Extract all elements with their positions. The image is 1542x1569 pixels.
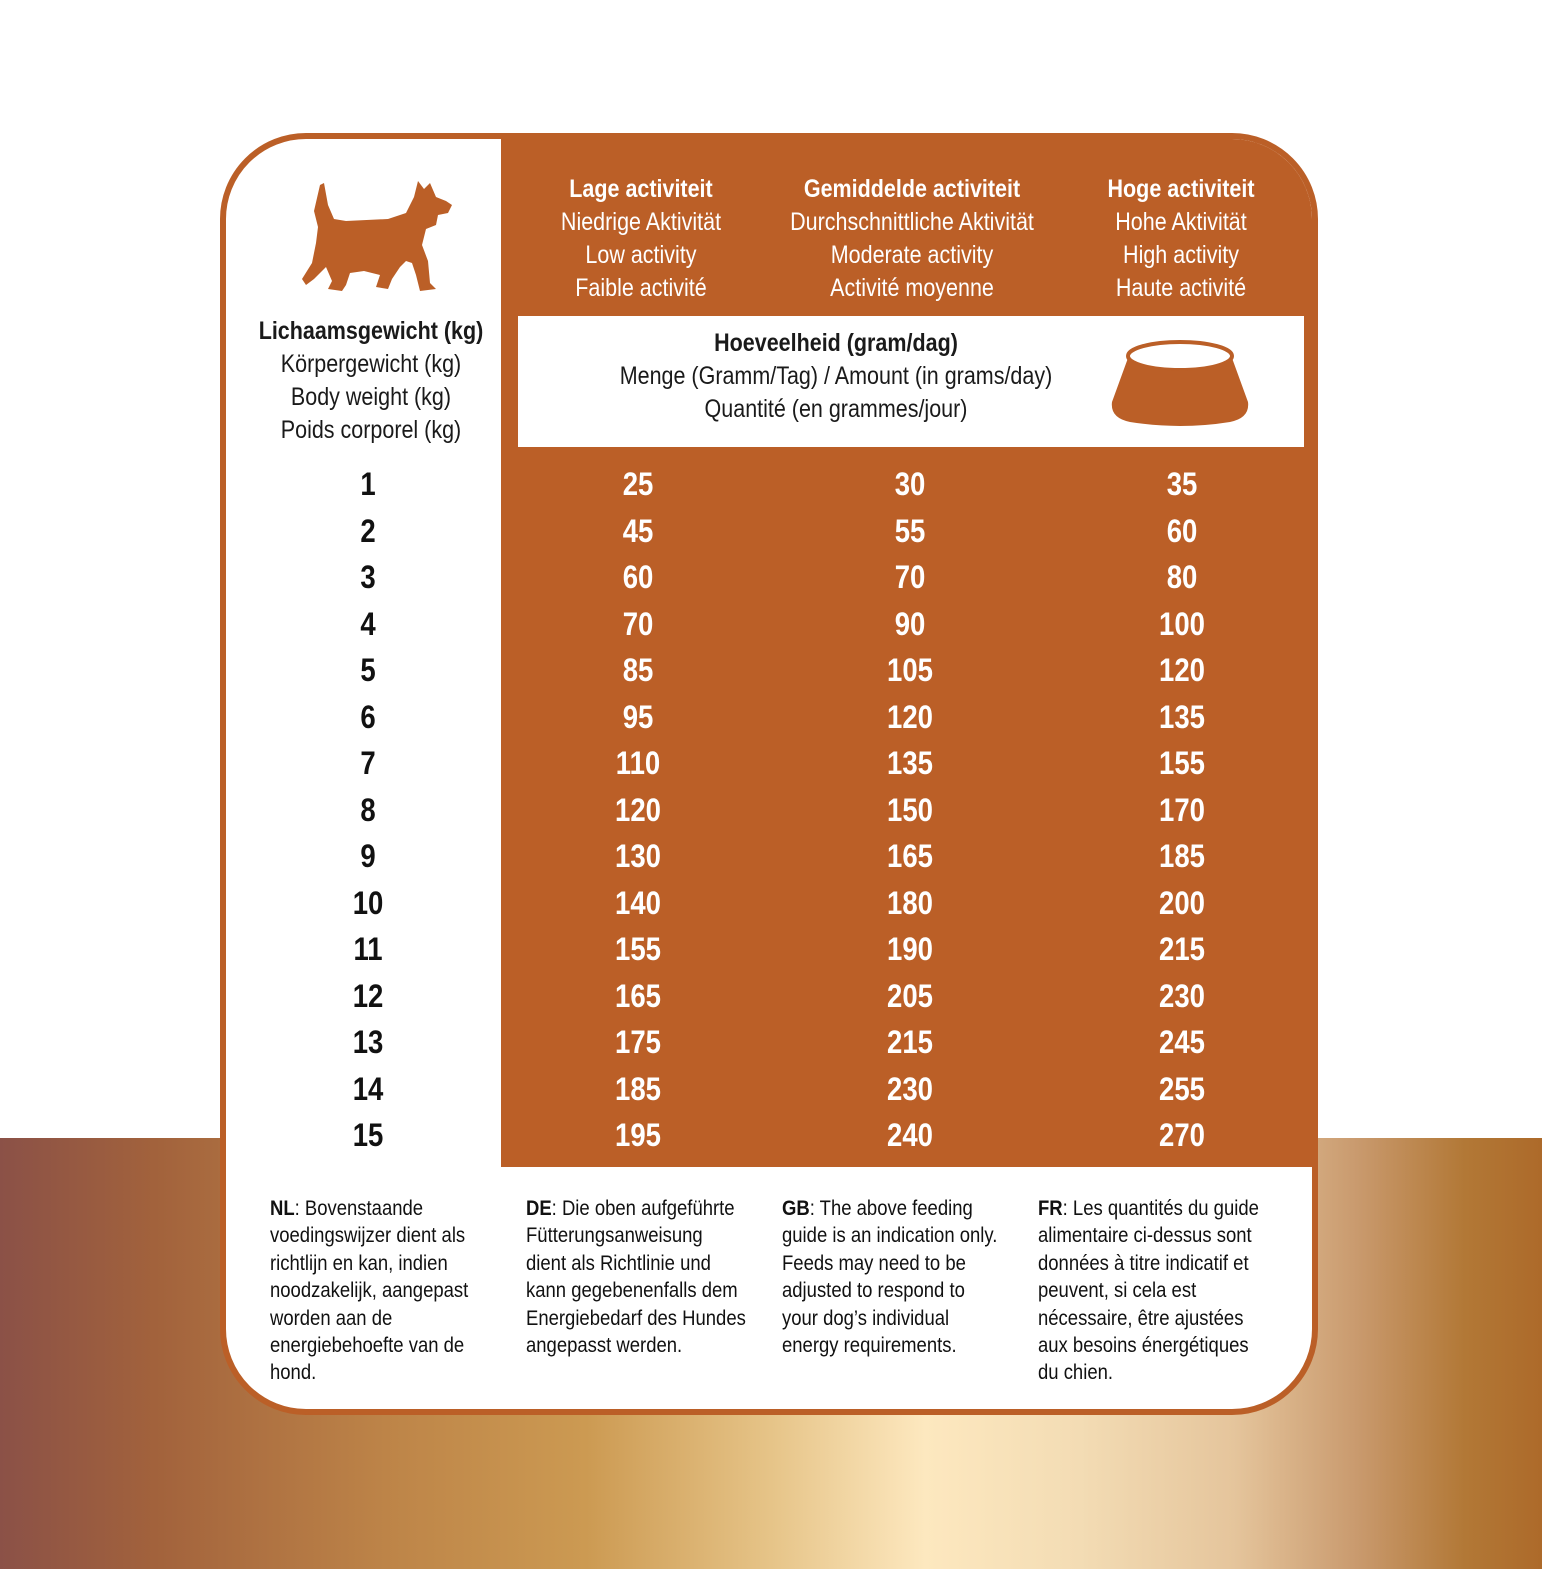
table-row	[226, 1112, 1318, 1159]
high-activity-cell: 80	[1166, 559, 1198, 595]
moderate-activity-cell: 190	[887, 931, 933, 967]
note-gb	[782, 1195, 1011, 1359]
high-activity-cell: 60	[1166, 512, 1198, 549]
table-row	[226, 787, 1318, 834]
amount-header-fr: Quantité (en grammes/jour)	[704, 395, 968, 423]
note-line: noodzakelijk, aangepast	[270, 1279, 469, 1303]
note-language-code: GB	[782, 1197, 810, 1220]
note-line: voedingswijzer dient als	[270, 1224, 466, 1248]
note-language-code: FR	[1038, 1197, 1063, 1220]
weight-cell: 5	[360, 652, 376, 688]
high-activity-cell: 255	[1159, 1070, 1205, 1107]
high-activity-cell: 200	[1159, 884, 1205, 921]
note-line: Die oben aufgeführte	[561, 1197, 735, 1220]
low-activity-cell: 60	[622, 559, 654, 595]
column-header-low	[542, 173, 740, 305]
weight-cell: 15	[352, 1117, 384, 1153]
note-line: energy requirements.	[782, 1334, 957, 1358]
low-activity-cell: 140	[615, 884, 661, 921]
weight-cell: 2	[360, 512, 376, 549]
high-activity-cell: 170	[1159, 791, 1205, 828]
low-activity-cell: 185	[615, 1070, 661, 1107]
moderate-activity-cell: 150	[887, 791, 933, 828]
table-row	[226, 1066, 1318, 1113]
note-nl	[270, 1195, 499, 1387]
moderate-activity-cell: 135	[887, 745, 933, 781]
weight-cell: 12	[352, 977, 384, 1014]
moderate-activity-cell: 205	[887, 977, 933, 1014]
moderate-activity-cell: 120	[887, 698, 933, 735]
weight-cell: 3	[360, 559, 376, 595]
weight-cell: 4	[360, 605, 376, 642]
weight-cell: 10	[352, 884, 384, 921]
note-de	[526, 1195, 755, 1359]
column-title-low: Lage activiteit	[569, 175, 713, 203]
column-fr-moderate: Activité moyenne	[830, 274, 994, 302]
note-line: worden aan de	[270, 1306, 393, 1330]
low-activity-cell: 120	[615, 791, 661, 828]
low-activity-cell: 175	[615, 1024, 661, 1060]
note-line: Fütterungsanweisung	[526, 1224, 703, 1248]
moderate-activity-cell: 180	[887, 884, 933, 921]
table-row	[226, 833, 1318, 880]
low-activity-cell: 130	[615, 838, 661, 874]
weight-cell: 6	[360, 698, 376, 735]
high-activity-cell: 185	[1159, 838, 1205, 874]
weight-header-de: Körpergewicht (kg)	[280, 350, 462, 378]
note-colon: :	[809, 1197, 820, 1220]
column-header-high	[1082, 173, 1280, 305]
note-line: kann gegebenenfalls dem	[526, 1279, 738, 1303]
feeding-table-rows	[226, 461, 1318, 1159]
column-en-low: Low activity	[585, 241, 697, 269]
amount-header-nl: Hoeveelheid (gram/dag)	[714, 329, 958, 357]
moderate-activity-cell: 240	[887, 1117, 933, 1153]
note-line: Les quantités du guide	[1072, 1197, 1259, 1220]
column-de-low: Niedrige Aktivität	[560, 208, 722, 236]
note-line: données à titre indicatif et	[1038, 1251, 1249, 1275]
low-activity-cell: 155	[615, 931, 661, 967]
moderate-activity-cell: 165	[887, 838, 933, 874]
high-activity-cell: 230	[1159, 977, 1205, 1014]
column-title-moderate: Gemiddelde activiteit	[803, 175, 1021, 203]
low-activity-cell: 95	[622, 698, 654, 735]
table-row	[226, 461, 1318, 508]
column-de-high: Hohe Aktivität	[1115, 208, 1247, 236]
table-row	[226, 647, 1318, 694]
moderate-activity-cell: 105	[887, 652, 933, 688]
low-activity-cell: 25	[622, 466, 654, 502]
note-line: adjusted to respond to	[782, 1279, 965, 1303]
column-de-moderate: Durchschnittliche Aktivität	[790, 208, 1034, 236]
moderate-activity-cell: 55	[894, 512, 926, 549]
note-line: richtlijn en kan, indien	[270, 1251, 448, 1275]
note-language-code: DE	[526, 1197, 552, 1220]
weight-cell: 8	[360, 791, 376, 828]
food-bowl-icon	[1110, 338, 1250, 426]
note-line: nécessaire, être ajustées	[1038, 1306, 1244, 1330]
low-activity-cell: 85	[622, 652, 654, 688]
high-activity-cell: 270	[1159, 1117, 1205, 1153]
low-activity-cell: 110	[615, 745, 661, 781]
moderate-activity-cell: 30	[894, 466, 926, 502]
high-activity-cell: 35	[1166, 466, 1198, 502]
note-colon: :	[1062, 1197, 1073, 1220]
dog-silhouette-icon	[302, 175, 462, 295]
weight-column-header	[246, 315, 495, 447]
amount-header-text	[563, 327, 1110, 426]
column-en-high: High activity	[1123, 241, 1239, 269]
column-title-high: Hoge activiteit	[1107, 175, 1255, 203]
weight-cell: 9	[360, 838, 376, 874]
feeding-guide-card	[220, 133, 1318, 1415]
note-line: your dog’s individual	[782, 1306, 950, 1330]
note-line: du chien.	[1038, 1361, 1114, 1385]
note-fr	[1038, 1195, 1267, 1387]
note-line: peuvent, si cela est	[1038, 1279, 1197, 1303]
table-row	[226, 740, 1318, 787]
low-activity-cell: 195	[615, 1117, 661, 1153]
table-row	[226, 880, 1318, 927]
weight-header-en: Body weight (kg)	[290, 383, 452, 411]
column-header-moderate	[774, 173, 1049, 305]
note-line: energiebehoefte van de	[270, 1334, 465, 1358]
note-line: The above feeding	[819, 1197, 973, 1220]
note-colon: :	[294, 1197, 305, 1220]
table-row	[226, 554, 1318, 601]
moderate-activity-cell: 215	[887, 1024, 933, 1060]
low-activity-cell: 45	[622, 512, 654, 549]
note-language-code: NL	[270, 1197, 295, 1220]
note-colon: :	[551, 1197, 562, 1220]
high-activity-cell: 215	[1159, 931, 1205, 967]
weight-cell: 13	[352, 1024, 384, 1060]
moderate-activity-cell: 90	[894, 605, 926, 642]
column-en-moderate: Moderate activity	[830, 241, 994, 269]
table-row	[226, 1019, 1318, 1066]
amount-header-de-en: Menge (Gramm/Tag) / Amount (in grams/day)	[619, 362, 1053, 390]
column-fr-high: Haute activité	[1115, 274, 1247, 302]
high-activity-cell: 135	[1159, 698, 1205, 735]
note-line: Feeds may need to be	[782, 1251, 966, 1275]
note-line: Bovenstaande	[304, 1197, 424, 1220]
weight-cell: 11	[353, 931, 383, 967]
weight-header-nl: Lichaamsgewicht (kg)	[258, 317, 484, 345]
high-activity-cell: 100	[1159, 605, 1205, 642]
low-activity-cell: 70	[622, 605, 654, 642]
table-row	[226, 601, 1318, 648]
note-line: dient als Richtlinie und	[526, 1251, 711, 1275]
weight-cell: 14	[352, 1070, 384, 1107]
weight-header-fr: Poids corporel (kg)	[280, 416, 462, 444]
note-line: alimentaire ci-dessus sont	[1038, 1224, 1252, 1248]
amount-header-box	[518, 316, 1304, 447]
weight-cell: 1	[360, 466, 376, 502]
moderate-activity-cell: 230	[887, 1070, 933, 1107]
weight-cell: 7	[360, 745, 376, 781]
note-line: guide is an indication only.	[782, 1224, 998, 1248]
note-line: hond.	[270, 1361, 317, 1385]
high-activity-cell: 155	[1159, 745, 1205, 781]
high-activity-cell: 120	[1159, 652, 1205, 688]
high-activity-cell: 245	[1159, 1024, 1205, 1060]
table-row	[226, 694, 1318, 741]
moderate-activity-cell: 70	[894, 559, 926, 595]
table-row	[226, 508, 1318, 555]
table-row	[226, 926, 1318, 973]
note-line: Energiebedarf des Hundes	[526, 1306, 746, 1330]
column-fr-low: Faible activité	[575, 274, 707, 302]
note-line: aux besoins énergétiques	[1038, 1334, 1249, 1358]
note-line: angepasst werden.	[526, 1334, 683, 1358]
low-activity-cell: 165	[615, 977, 661, 1014]
table-row	[226, 973, 1318, 1020]
